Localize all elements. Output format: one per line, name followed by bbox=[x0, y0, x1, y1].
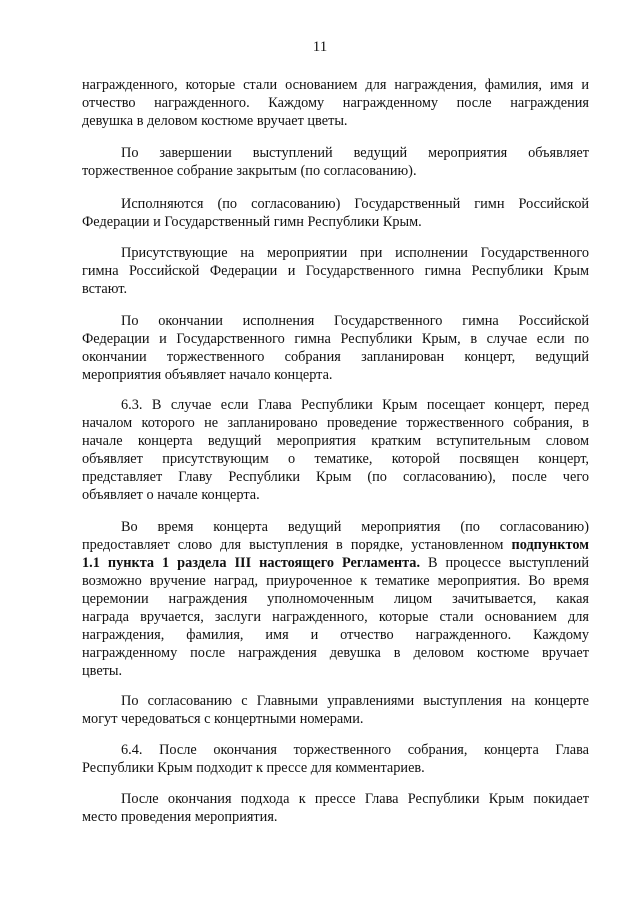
text-line: По окончании исполнения Государственного гимна Российской bbox=[121, 313, 589, 329]
text-line: По согласованию с Главными управлениями выступления на концерте bbox=[121, 693, 589, 709]
text-line: мероприятия объявляет начало концерта. bbox=[82, 367, 333, 383]
text-line: объявляет присутствующим о тематике, которой посвящен концерт, bbox=[82, 451, 589, 467]
text-run: предоставляет слово для выступления в порядке, установленном bbox=[82, 537, 512, 553]
text-line: награжденному после награждения девушка в деловом костюме вручает bbox=[82, 645, 589, 661]
text-line: После окончания подхода к прессе Глава Республики Крым покидает bbox=[121, 791, 589, 807]
text-line: отчество награжденного. Каждому награжденному после награждения bbox=[82, 95, 589, 111]
text-line: представляет Главу Республики Крым (по согласованию), после чего bbox=[82, 469, 589, 485]
text-line: Во время концерта ведущий мероприятия (по согласованию) bbox=[121, 519, 589, 535]
text-line: девушка в деловом костюме вручает цветы. bbox=[82, 113, 348, 129]
text-line: встают. bbox=[82, 281, 128, 297]
text-line: Федерации и Государственный гимн Республики Крым. bbox=[82, 214, 422, 230]
text-line: церемонии награждения уполномоченным лицом зачитывается, какая bbox=[82, 591, 589, 607]
text-line bbox=[82, 554, 589, 572]
text-line: возможно вручение наград, приуроченное к тематике мероприятия. Во время bbox=[82, 573, 589, 589]
text-line: 6.4. После окончания торжественного собрания, концерта Глава bbox=[121, 742, 589, 758]
bold-reference: 1.1 пункта 1 раздела III настоящего Регламента. bbox=[82, 555, 421, 571]
text-line: награжденного, которые стали основанием для награждения, фамилия, имя и bbox=[82, 77, 589, 93]
text-line: 6.3. В случае если Глава Республики Крым посещает концерт, перед bbox=[121, 397, 589, 413]
text-line: объявляет о начале концерта. bbox=[82, 487, 260, 503]
text-line: могут чередоваться с концертными номерами. bbox=[82, 711, 364, 727]
bold-reference: подпунктом bbox=[511, 537, 589, 553]
text-line: Республики Крым подходит к прессе для комментариев. bbox=[82, 760, 425, 776]
text-line: Исполняются (по согласованию) Государственный гимн Российской bbox=[121, 196, 589, 212]
text-line: гимна Российской Федерации и Государственного гимна Республики Крым bbox=[82, 263, 589, 279]
text-line: Присутствующие на мероприятии при исполнении Государственного bbox=[121, 245, 589, 261]
text-line: торжественное собрание закрытым (по согласованию). bbox=[82, 163, 417, 179]
text-line: Федерации и Государственного гимна Республики Крым, в случае если по bbox=[82, 331, 589, 347]
text-line: место проведения мероприятия. bbox=[82, 809, 278, 825]
text-line: начале концерта ведущий мероприятия кратким вступительным словом bbox=[82, 433, 589, 449]
text-line: началом которого не запланировано проведение торжественного собрания, в bbox=[82, 415, 589, 431]
text-line bbox=[82, 536, 589, 554]
text-line: цветы. bbox=[82, 663, 123, 679]
text-run: В процессе выступлений bbox=[420, 555, 589, 571]
page-number: 11 bbox=[312, 39, 328, 55]
text-line: награждения, фамилия, имя и отчество награжденного. Каждому bbox=[82, 627, 589, 643]
text-line: окончании торжественного собрания запланирован концерт, ведущий bbox=[82, 349, 589, 365]
text-line: По завершении выступлений ведущий мероприятия объявляет bbox=[121, 145, 589, 161]
text-line: награда вручается, заслуги награжденного, которые стали основанием для bbox=[82, 609, 589, 625]
